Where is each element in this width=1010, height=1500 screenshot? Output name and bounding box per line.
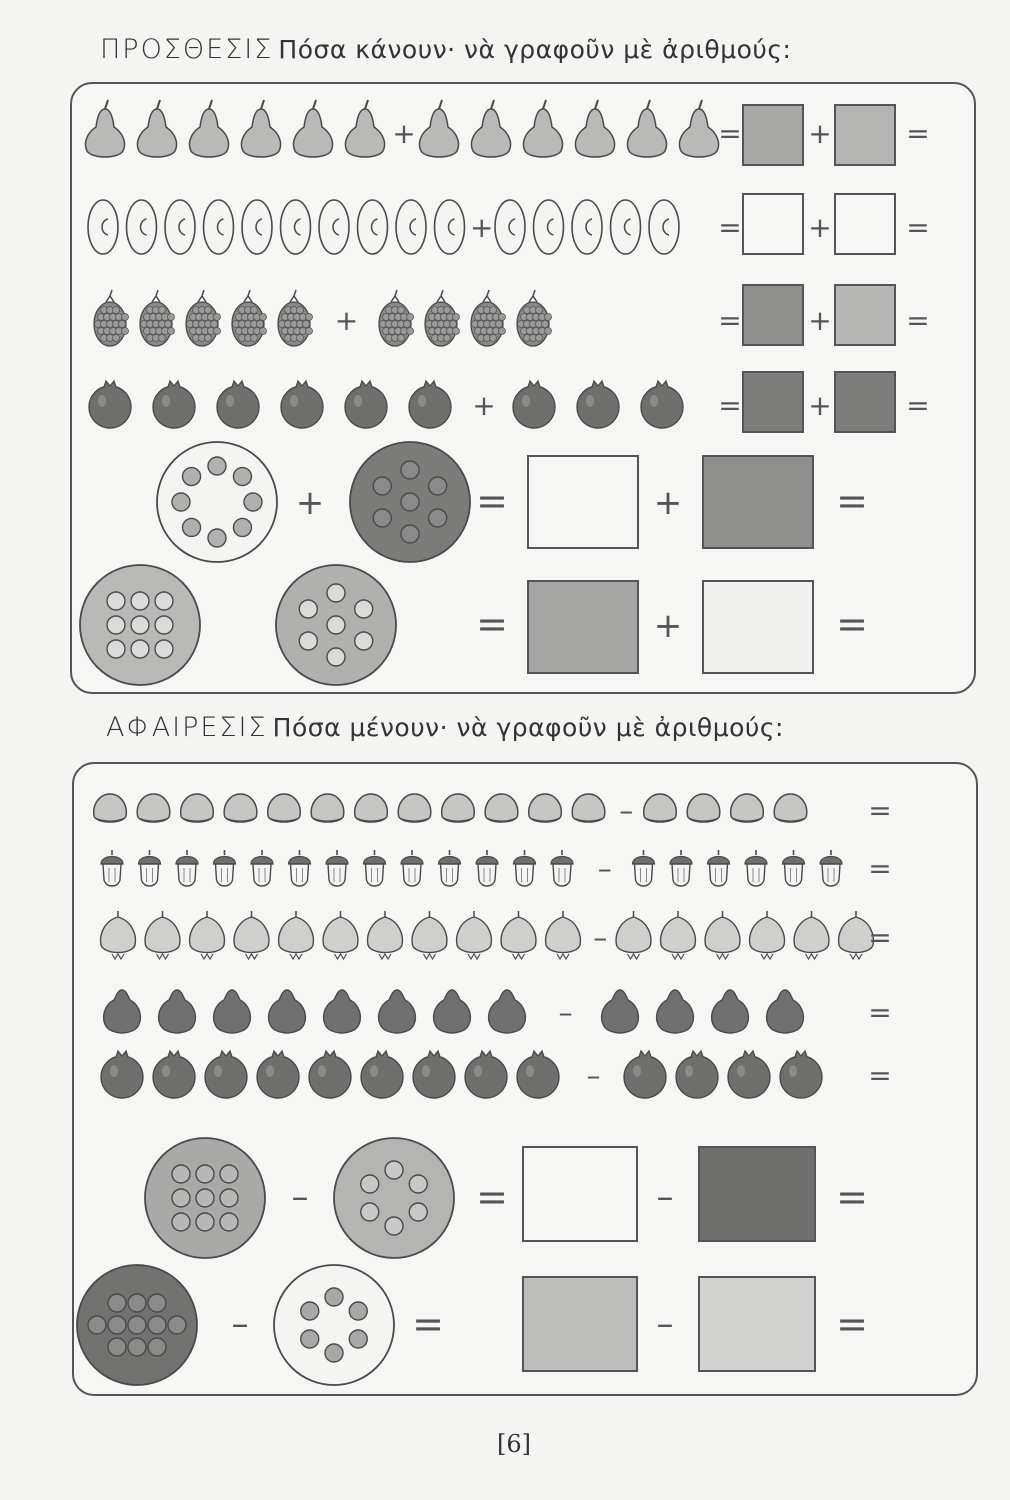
bean-icon (165, 200, 195, 254)
onion-icon (661, 911, 696, 959)
pear-icon (345, 100, 384, 157)
acorn-icon (401, 850, 423, 886)
onion-icon (145, 911, 180, 959)
plus-sign: + (808, 211, 832, 244)
pomegranate-icon (309, 1051, 351, 1098)
chestnut-icon (485, 794, 518, 822)
onion-icon (794, 911, 829, 959)
plus-sign: + (653, 483, 683, 523)
minus-sign: – (586, 1059, 601, 1092)
pomegranate-icon (217, 381, 259, 428)
chestnut-icon (137, 794, 170, 822)
addition-instruction: Πόσα κάνουν· νὰ γραφοῦν μὲ ἀριθμούς: (278, 35, 792, 64)
pomegranate-icon (153, 381, 195, 428)
pomegranate-icon (89, 381, 131, 428)
pear-icon (189, 100, 228, 157)
fig-icon (712, 990, 749, 1033)
plus-sign: + (808, 304, 832, 337)
equals-sign: = (868, 1059, 892, 1092)
bean-icon (534, 200, 564, 254)
equals-sign: = (868, 996, 892, 1029)
bean-icon (281, 200, 311, 254)
blackberry-icon (471, 290, 506, 346)
equals-sign: = (476, 1175, 508, 1219)
blackberry-icon (278, 290, 313, 346)
pear-icon (523, 100, 562, 157)
pear-icon (137, 100, 176, 157)
chestnut-icon (311, 794, 344, 822)
bean-icon (127, 200, 157, 254)
bean-icon (495, 200, 525, 254)
pomegranate-icon (281, 381, 323, 428)
chestnut-icon (355, 794, 388, 822)
answer-box[interactable] (702, 455, 814, 549)
blackberry-icon (140, 290, 175, 346)
pear-icon (241, 100, 280, 157)
acorn-icon (214, 850, 236, 886)
pomegranate-icon (641, 381, 683, 428)
answer-box[interactable] (527, 455, 639, 549)
answer-box[interactable] (698, 1276, 816, 1372)
subtraction-instruction: Πόσα μένουν· νὰ γραφοῦν μὲ ἀριθμούς: (272, 713, 784, 742)
minus-sign: – (619, 794, 634, 827)
equals-sign: = (868, 794, 892, 827)
blackberry-icon (94, 290, 129, 346)
chestnut-icon (529, 794, 562, 822)
fig-icon (657, 990, 694, 1033)
minus-sign: – (231, 1304, 249, 1344)
equals-sign: = (718, 389, 742, 422)
plus-sign: + (808, 389, 832, 422)
answer-box[interactable] (522, 1146, 638, 1242)
fig-icon (324, 990, 361, 1033)
blackberry-icon (379, 290, 414, 346)
acorn-icon (633, 850, 655, 886)
fig-icon (214, 990, 251, 1033)
answer-box[interactable] (742, 104, 804, 166)
acorn-icon (708, 850, 730, 886)
bean-icon (611, 200, 641, 254)
acorn-icon (176, 850, 198, 886)
pomegranate-icon (517, 1051, 559, 1098)
chestnut-icon (268, 794, 301, 822)
counter-plate-icon (276, 565, 396, 685)
plus-sign: + (653, 606, 683, 646)
minus-sign: – (558, 996, 573, 1029)
pomegranate-icon (465, 1051, 507, 1098)
onion-icon (546, 911, 581, 959)
chestnut-icon (687, 794, 720, 822)
counter-plate-icon (157, 442, 277, 562)
bean-icon (88, 200, 118, 254)
acorn-icon (364, 850, 386, 886)
counter-plate-icon (145, 1138, 265, 1258)
bean-icon (572, 200, 602, 254)
equals-sign: = (836, 479, 868, 523)
counter-plate-icon (77, 1265, 197, 1385)
chestnut-icon (398, 794, 431, 822)
acorn-icon (101, 850, 123, 886)
pomegranate-icon (101, 1051, 143, 1098)
pomegranate-icon (513, 381, 555, 428)
acorn-icon (783, 850, 805, 886)
equals-sign: = (868, 921, 892, 954)
fig-icon (159, 990, 196, 1033)
equals-sign: = (868, 852, 892, 885)
acorn-icon (820, 850, 842, 886)
blackberry-icon (186, 290, 221, 346)
pomegranate-icon (780, 1051, 822, 1098)
equals-sign: = (906, 117, 930, 150)
pear-icon (471, 100, 510, 157)
answer-box[interactable] (527, 580, 639, 674)
acorn-icon (289, 850, 311, 886)
onion-icon (190, 911, 225, 959)
onion-icon (368, 911, 403, 959)
plus-sign: + (808, 117, 832, 150)
onion-icon (705, 911, 740, 959)
acorn-icon (670, 850, 692, 886)
equals-sign: = (718, 211, 742, 244)
pomegranate-icon (728, 1051, 770, 1098)
plus-sign: + (470, 211, 494, 244)
blackberry-icon (232, 290, 267, 346)
pomegranate-icon (676, 1051, 718, 1098)
pomegranate-icon (153, 1051, 195, 1098)
pear-icon (679, 100, 718, 157)
bean-icon (396, 200, 426, 254)
counter-plate-icon (274, 1265, 394, 1385)
equals-sign: = (718, 304, 742, 337)
subtraction-title: ΑΦΑΙΡΕΣΙΣ (106, 712, 268, 743)
pomegranate-icon (345, 381, 387, 428)
fig-icon (767, 990, 804, 1033)
acorn-icon (139, 850, 161, 886)
counter-plate-icon (80, 565, 200, 685)
answer-box[interactable] (702, 580, 814, 674)
pomegranate-icon (624, 1051, 666, 1098)
bean-icon (358, 200, 388, 254)
chestnut-icon (731, 794, 764, 822)
bean-icon (242, 200, 272, 254)
bean-icon (649, 200, 679, 254)
fig-icon (269, 990, 306, 1033)
equals-sign: = (718, 117, 742, 150)
equals-sign: = (836, 602, 868, 646)
fig-icon (602, 990, 639, 1033)
onion-icon (457, 911, 492, 959)
onion-icon (279, 911, 314, 959)
pomegranate-icon (413, 1051, 455, 1098)
acorn-icon (745, 850, 767, 886)
acorn-icon (551, 850, 573, 886)
addition-title: ΠΡΟΣΘΕΣΙΣ (100, 34, 274, 65)
onion-icon (323, 911, 358, 959)
plus-sign: + (295, 483, 325, 523)
chestnut-icon (442, 794, 475, 822)
onion-icon (616, 911, 651, 959)
bean-icon (435, 200, 465, 254)
page-number: [6] (497, 1430, 531, 1458)
minus-sign: – (593, 921, 608, 954)
onion-icon (412, 911, 447, 959)
fig-icon (104, 990, 141, 1033)
pear-icon (293, 100, 332, 157)
pear-icon (627, 100, 666, 157)
answer-box[interactable] (834, 371, 896, 433)
plus-sign: + (334, 304, 359, 337)
fig-icon (434, 990, 471, 1033)
acorn-icon (326, 850, 348, 886)
pomegranate-icon (257, 1051, 299, 1098)
pear-icon (85, 100, 124, 157)
chestnut-icon (774, 794, 807, 822)
blackberry-icon (425, 290, 460, 346)
fig-icon (489, 990, 526, 1033)
plus-sign: + (392, 117, 416, 150)
pear-icon (419, 100, 458, 157)
pear-icon (575, 100, 614, 157)
equals-sign: = (836, 1302, 868, 1346)
onion-icon (750, 911, 785, 959)
equals-sign: = (476, 602, 508, 646)
equals-sign: = (412, 1302, 444, 1346)
answer-box[interactable] (742, 284, 804, 346)
equals-sign: = (906, 304, 930, 337)
counter-plate-icon (334, 1138, 454, 1258)
blackberry-icon (517, 290, 552, 346)
bean-icon (319, 200, 349, 254)
chestnut-icon (644, 794, 677, 822)
answer-box[interactable] (834, 193, 896, 255)
chestnut-icon (572, 794, 605, 822)
equals-sign: = (906, 389, 930, 422)
equals-sign: = (836, 1175, 868, 1219)
answer-box[interactable] (834, 104, 896, 166)
minus-sign: – (656, 1177, 674, 1217)
minus-sign: – (597, 852, 612, 885)
pomegranate-icon (577, 381, 619, 428)
onion-icon (234, 911, 269, 959)
answer-box[interactable] (698, 1146, 816, 1242)
acorn-icon (514, 850, 536, 886)
acorn-icon (476, 850, 498, 886)
chestnut-icon (181, 794, 214, 822)
minus-sign: – (291, 1177, 309, 1217)
answer-box[interactable] (742, 193, 804, 255)
onion-icon (501, 911, 536, 959)
chestnut-icon (94, 794, 127, 822)
pomegranate-icon (409, 381, 451, 428)
counter-plate-icon (350, 442, 470, 562)
acorn-icon (439, 850, 461, 886)
pomegranate-icon (205, 1051, 247, 1098)
equals-sign: = (476, 479, 508, 523)
bean-icon (204, 200, 234, 254)
answer-box[interactable] (834, 284, 896, 346)
pomegranate-icon (361, 1051, 403, 1098)
minus-sign: – (656, 1304, 674, 1344)
chestnut-icon (224, 794, 257, 822)
acorn-icon (251, 850, 273, 886)
answer-box[interactable] (742, 371, 804, 433)
onion-icon (101, 911, 136, 959)
fig-icon (379, 990, 416, 1033)
plus-sign: + (472, 389, 496, 422)
equals-sign: = (906, 211, 930, 244)
answer-box[interactable] (522, 1276, 638, 1372)
